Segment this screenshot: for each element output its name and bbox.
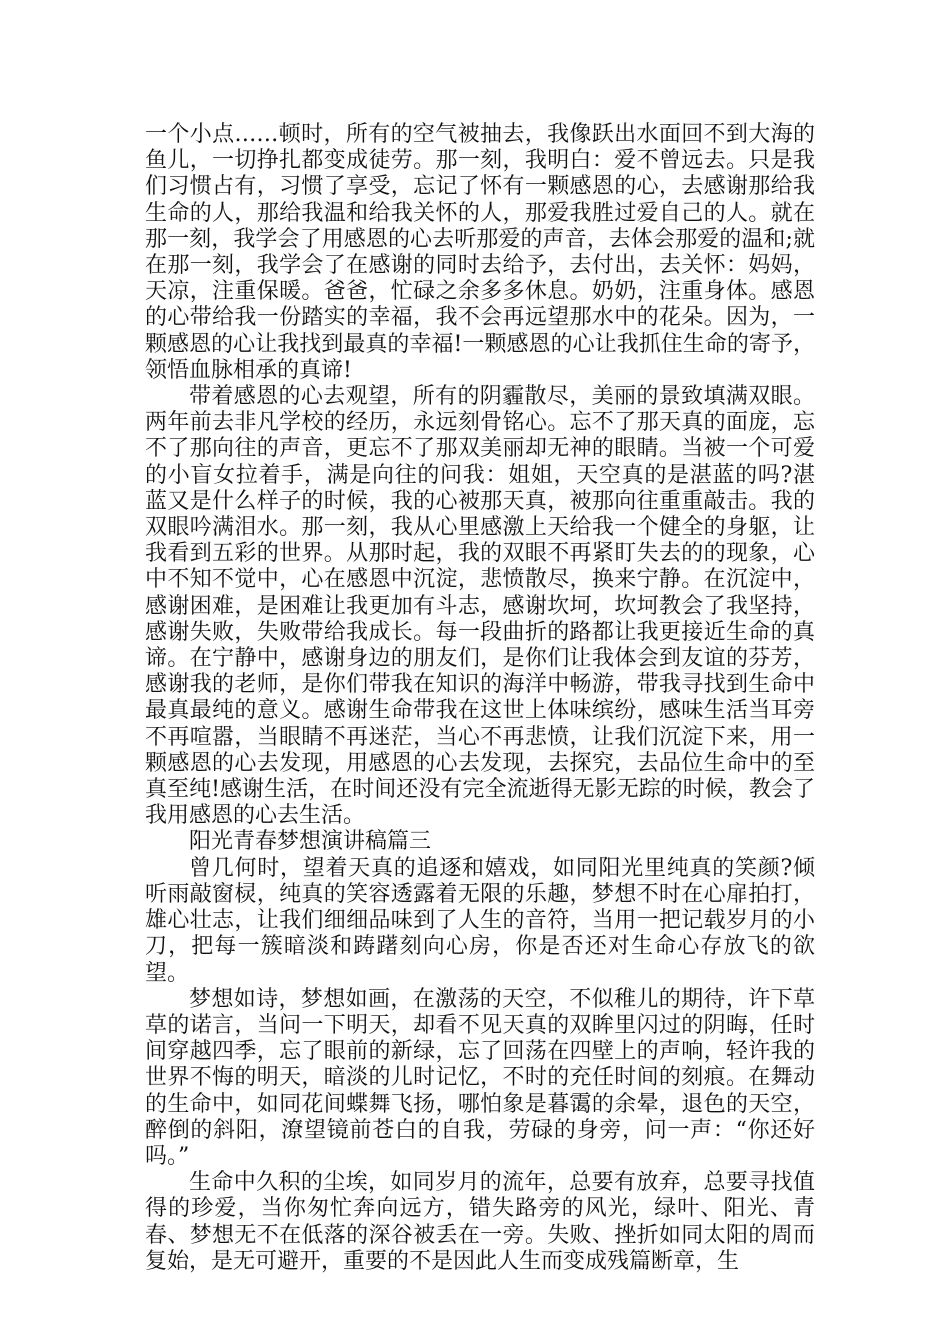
document-page [145,122,815,1275]
paragraph-dream-poem: 梦想如诗，梦想如画，在激荡的天空，不似稚儿的期待，许下草草的诺言，当问一下明天，却看不见天真的双眸里闪过的阴晦，任时间穿越四季，忘了眼前的新绿，忘了回荡在四壁上的声响，轻许我的世界不悔的明天，暗淡的儿时记忆，不时的充任时间的刻痕。在舞动的生命中，如同花间蝶舞飞扬，哪怕象是暮霭的余晕，退色的天空，醉倒的斜阳，潦望镜前苍白的自我，劳碌的身旁，问一声：“你还好吗。” [145,986,815,1169]
paragraph-dust-of-life: 生命中久积的尘埃，如同岁月的流年，总要有放弃，总要寻找值得的珍爱，当你匆忙奔向远方，错失路旁的风光，绿叶、阳光、青春、梦想无不在低落的深谷被丢在一旁。失败、挫折如同太阳的周而复始，是无可避开，重要的不是因此人生而变成残篇断章，生 [145,1170,815,1274]
section-heading: 阳光青春梦想演讲稿篇三 [189,829,432,855]
paragraph-gratitude-observation: 带着感恩的心去观望，所有的阴霾散尽，美丽的景致填满双眼。两年前去非凡学校的经历，永远刻骨铭心。忘不了那天真的面庞，忘不了那向往的声音，更忘不了那双美丽却无神的眼睛。当被一个可爱的小盲女拉着手，满是向往的问我：姐姐，天空真的是湛蓝的吗?湛蓝又是什么样子的时候，我的心被那天真，被那向往重重敲击。我的双眼吟满泪水。那一刻，我从心里感激上天给我一个健全的身躯，让我看到五彩的世界。从那时起，我的双眼不再紧盯失去的的现象，心中不知不觉中，心在感恩中沉淀，悲愤散尽，换来宁静。在沉淀中，感谢困难，是困难让我更加有斗志，感谢坎坷，坎坷教会了我坚持，感谢失败，失败带给我成长。每一段曲折的路都让我更接近生命的真谛。在宁静中，感谢身边的朋友们，是你们让我体会到友谊的芬芳，感谢我的老师，是你们带我在知识的海洋中畅游，带我寻找到生命中最真最纯的意义。感谢生命带我在这世上体味缤纷，感味生活当耳旁不再喧嚣，当眼睛不再迷茫，当心不再悲愤，让我们沉淀下来，用一颗感恩的心去发现，用感恩的心去发现，去探究，去品位生命中的至真至纯!感谢生活，在时间还没有完全流逝得无影无踪的时候，教会了我用感恩的心去生活。 [145,384,815,829]
paragraph-once-upon-time: 曾几何时，望着天真的追逐和嬉戏，如同阳光里纯真的笑颜?倾听雨敲窗棂，纯真的笑容透露着无限的乐趣，梦想不时在心扉拍打，雄心壮志，让我们细细品味到了人生的音符，当用一把记载岁月的小刀，把每一簇暗淡和踌躇刻向心房，你是否还对生命心存放飞的欲望。 [145,855,815,986]
paragraph-continuation: 一个小点……顿时，所有的空气被抽去，我像跃出水面回不到大海的鱼儿，一切挣扎都变成徒劳。那一刻，我明白：爱不曾远去。只是我们习惯占有，习惯了享受，忘记了怀有一颗感恩的心，去感谢那给我生命的人，那给我温和给我关怀的人，那爱我胜过爱自己的人。就在那一刻，我学会了用感恩的心去听那爱的声音，去体会那爱的温和;就在那一刻，我学会了在感谢的同时去给予，去付出，去关怀：妈妈，天凉，注重保暖。爸爸，忙碌之余多多休息。奶奶，注重身体。感恩的心带给我一份踏实的幸福，我不会再远望那水中的花朵。因为，一颗感恩的心让我找到最真的幸福!一颗感恩的心让我抓住生命的寄予，领悟血脉相承的真谛! [145,122,815,383]
